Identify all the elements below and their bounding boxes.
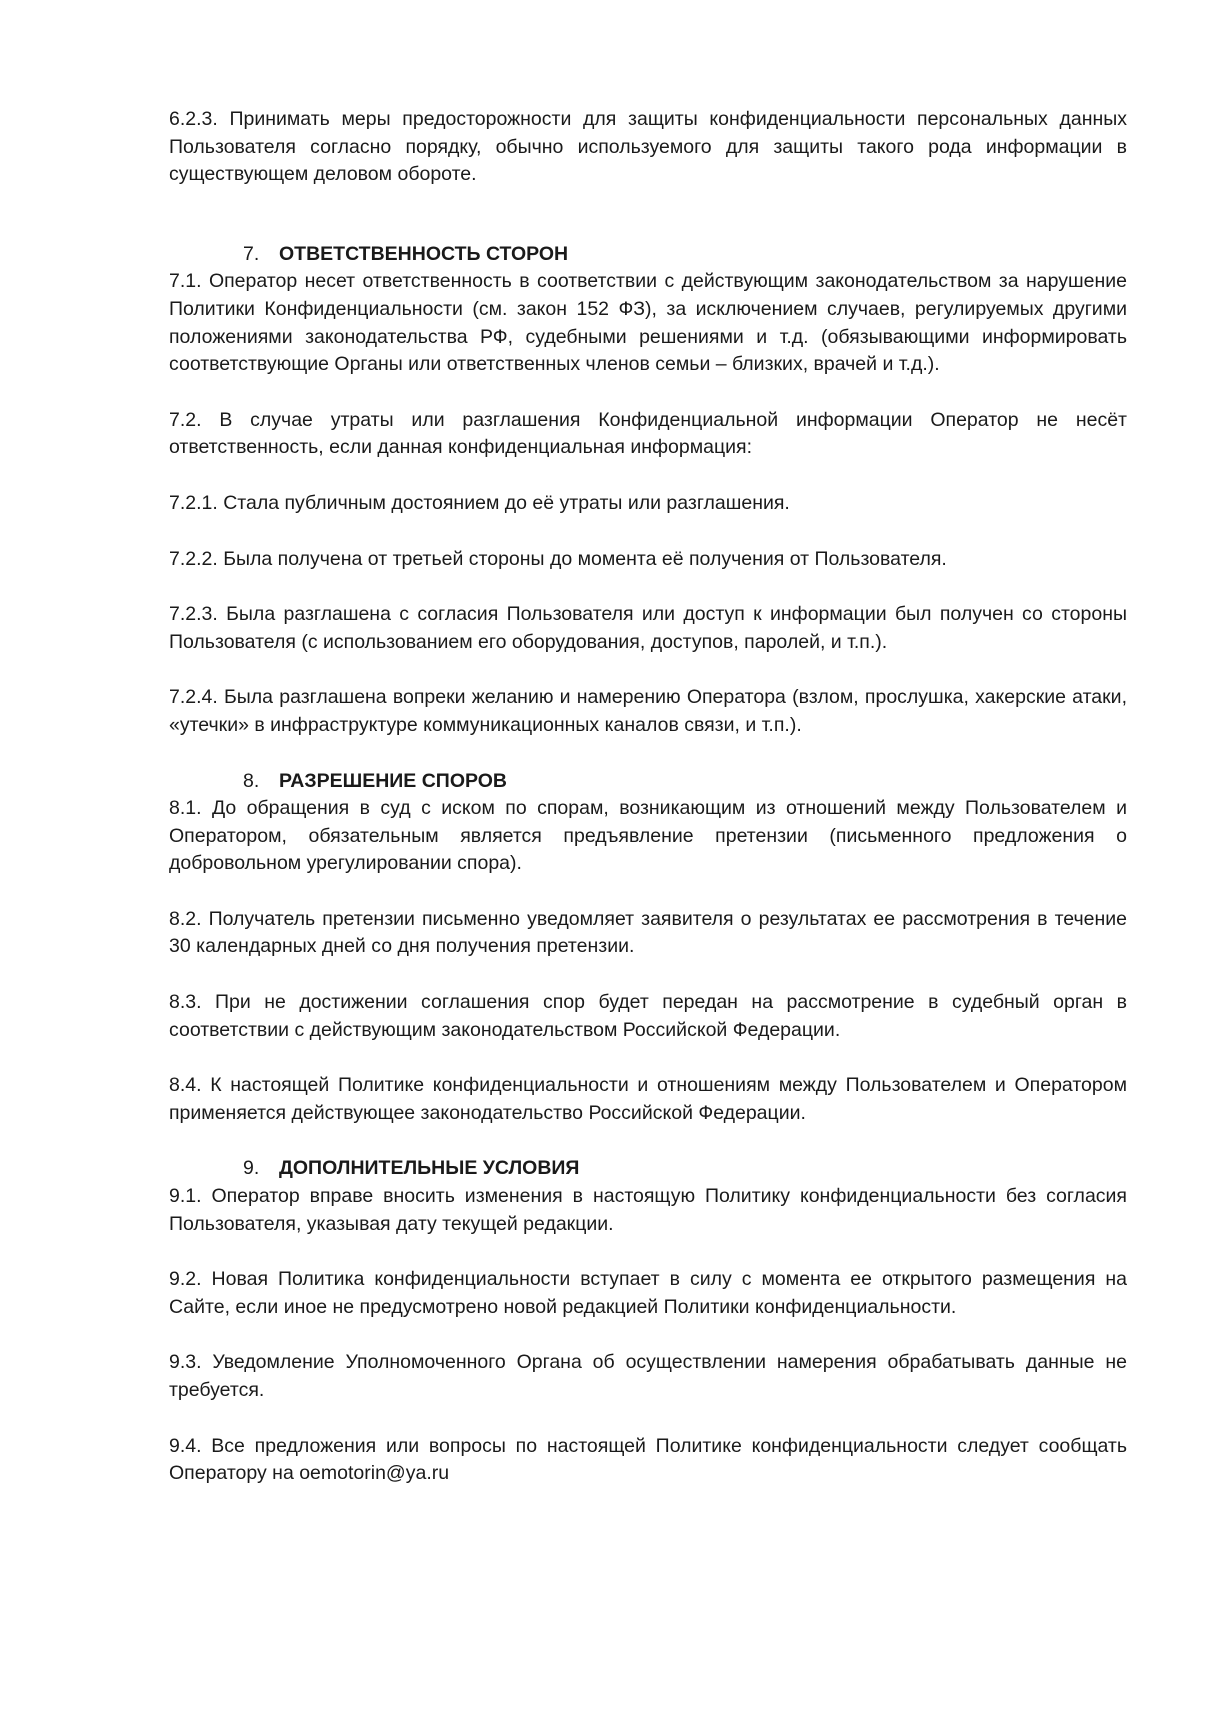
- paragraph-8-1: 8.1. До обращения в суд с иском по спорам, возникающим из отношений между Пользователем и Оператором, обязательным является предъявление претензии (письменного предложения о добровольном урегулировании спора).: [169, 797, 1127, 875]
- section-number: 9.: [243, 1157, 260, 1180]
- paragraph-7-2-3: 7.2.3. Была разглашена с согласия Пользователя или доступ к информации был получен со стороны Пользователя (с использованием его оборудования, доступов, паролей, и т.п.).: [169, 603, 1127, 653]
- section-7: [169, 241, 1127, 740]
- section-number: 8.: [243, 769, 260, 792]
- section-8: [169, 768, 1127, 1128]
- document-page: [169, 106, 1127, 1516]
- paragraph-8-4: 8.4. К настоящей Политике конфиденциальности и отношениям между Пользователем и Оператором применяется действующее законодательство Российской Федерации.: [169, 1074, 1127, 1124]
- section-title: ОТВЕТСТВЕННОСТЬ СТОРОН: [279, 242, 569, 265]
- paragraph-6-2-3: 6.2.3. Принимать меры предосторожности для защиты конфиденциальности персональных данных Пользователя согласно порядку, обычно используемого для защиты такого рода информации в существующем деловом обороте.: [169, 108, 1127, 186]
- section-heading-9: [169, 1155, 1127, 1183]
- spacer: [169, 217, 1127, 241]
- paragraph-8-2: 8.2. Получатель претензии письменно уведомляет заявителя о результатах ее рассмотрения в течение 30 календарных дней со дня получения претензии.: [169, 907, 1127, 958]
- paragraph-9-4: 9.4. Все предложения или вопросы по настоящей Политике конфиденциальности следует сообщать Оператору на oemotorin@ya.ru: [169, 1434, 1127, 1485]
- paragraph-7-2-2: 7.2.2. Была получена от третьей стороны до момента её получения от Пользователя.: [169, 547, 947, 570]
- section-heading-8: [169, 768, 1127, 796]
- section-9: [169, 1155, 1127, 1487]
- paragraph-7-2: 7.2. В случае утраты или разглашения Конфиденциальной информации Оператор не несёт ответственность, если данная конфиденциальная информация:: [169, 408, 1127, 459]
- section-heading-7: [169, 241, 1127, 269]
- paragraph-7-1: 7.1. Оператор несет ответственность в соответствии с действующим законодательством за нарушение Политики Конфиденциальности (см. закон 152 ФЗ), за исключением случаев, регулируемых другими положениями законодательства РФ, судебными решениями и т.д. (обязывающими информировать соответствующие Органы или ответственных членов семьи – близких, врачей и т.д.).: [169, 270, 1127, 376]
- section-title: РАЗРЕШЕНИЕ СПОРОВ: [279, 769, 507, 792]
- paragraph-9-1: 9.1. Оператор вправе вносить изменения в настоящую Политику конфиденциальности без согласия Пользователя, указывая дату текущей редакции.: [169, 1185, 1127, 1235]
- paragraph-9-3: 9.3. Уведомление Уполномоченного Органа об осуществлении намерения обрабатывать данные не требуется.: [169, 1351, 1127, 1401]
- paragraph-7-2-1: 7.2.1. Стала публичным достоянием до её утраты или разглашения.: [169, 491, 790, 514]
- paragraph-7-2-4: 7.2.4. Была разглашена вопреки желанию и намерению Оператора (взлом, прослушка, хакерские атаки, «утечки» в инфраструктуре коммуникационных каналов связи, и т.п.).: [169, 686, 1127, 736]
- section-title: ДОПОЛНИТЕЛЬНЫЕ УСЛОВИЯ: [279, 1157, 580, 1180]
- paragraph-9-2: 9.2. Новая Политика конфиденциальности вступает в силу с момента ее открытого размещения на Сайте, если иное не предусмотрено новой редакцией Политики конфиденциальности.: [169, 1268, 1127, 1318]
- paragraph-8-3: 8.3. При не достижении соглашения спор будет передан на рассмотрение в судебный орган в соответствии с действующим законодательством Российской Федерации.: [169, 991, 1127, 1041]
- section-number: 7.: [243, 242, 260, 265]
